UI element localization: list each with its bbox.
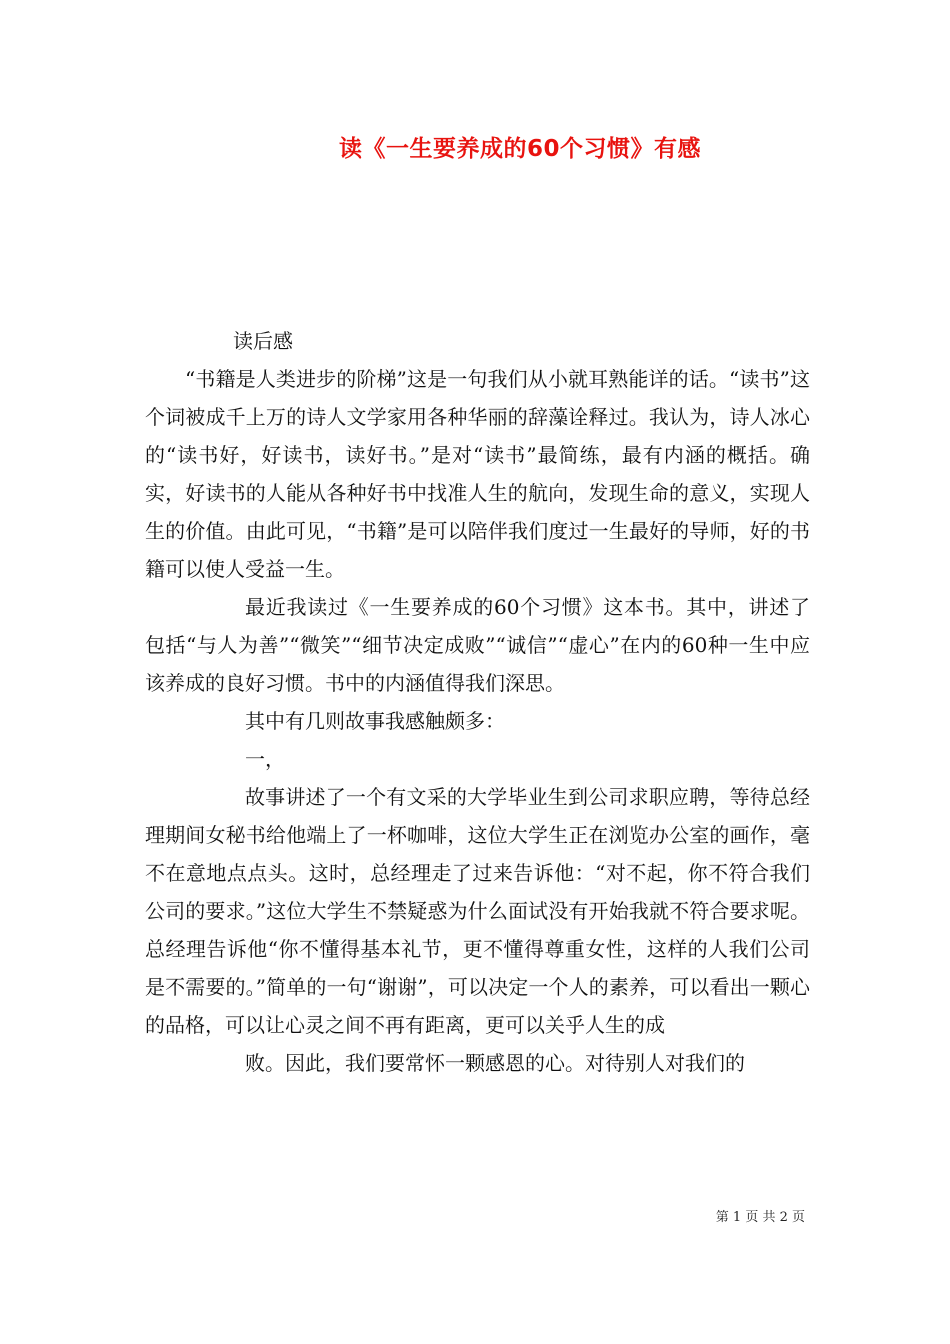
section-label: 读后感 [233,329,293,353]
paragraph-stories-lead: 其中有几则故事我感触颇多： [245,709,505,733]
page-number-footer: 第 1 页 共 2 页 [715,1210,805,1225]
document-title: 读《一生要养成的60个习惯》有感 [338,136,701,162]
paragraph-conclusion: 败。因此，我们要常怀一颗感恩的心。对待别人对我们的 [245,1051,745,1075]
paragraph-intro: “书籍是人类进步的阶梯”这是一句我们从小就耳熟能详的话。“读书”这个词被成千上万的诗人文学家用各种华丽的辞藻诠释过。我认为，诗人冰心的“读书好，好读书，读好书。”是对“读书”最简练，最有内涵的概括。确实，好读书的人能从各种好书中找准人生的航向，发现生命的意义，实现人生的价值。由此可见，“书籍”是可以陪伴我们度过一生最好的导师，好的书籍可以使人受益一生。 [145,367,810,581]
paragraph-book: 最近我读过《一生要养成的60个习惯》这本书。其中，讲述了包括“与人为善”“微笑”“细节决定成败”“诚信”“虚心”在内的60种一生中应该养成的良好习惯。书中的内涵值得我们深思。 [145,595,810,695]
document-body [145,322,810,1082]
paragraph-story-number: 一， [245,747,285,771]
paragraph-story-one: 故事讲述了一个有文采的大学毕业生到公司求职应聘，等待总经理期间女秘书给他端上了一杯咖啡，这位大学生正在浏览办公室的画作，毫不在意地点点头。这时，总经理走了过来告诉他：“对不起，你不符合我们公司的要求。”这位大学生不禁疑惑为什么面试没有开始我就不符合要求呢。总经理告诉他“你不懂得基本礼节，更不懂得尊重女性，这样的人我们公司是不需要的。”简单的一句“谢谢”，可以决定一个人的素养，可以看出一颗心的品格，可以让心灵之间不再有距离，更可以关乎人生的成 [145,785,810,1037]
